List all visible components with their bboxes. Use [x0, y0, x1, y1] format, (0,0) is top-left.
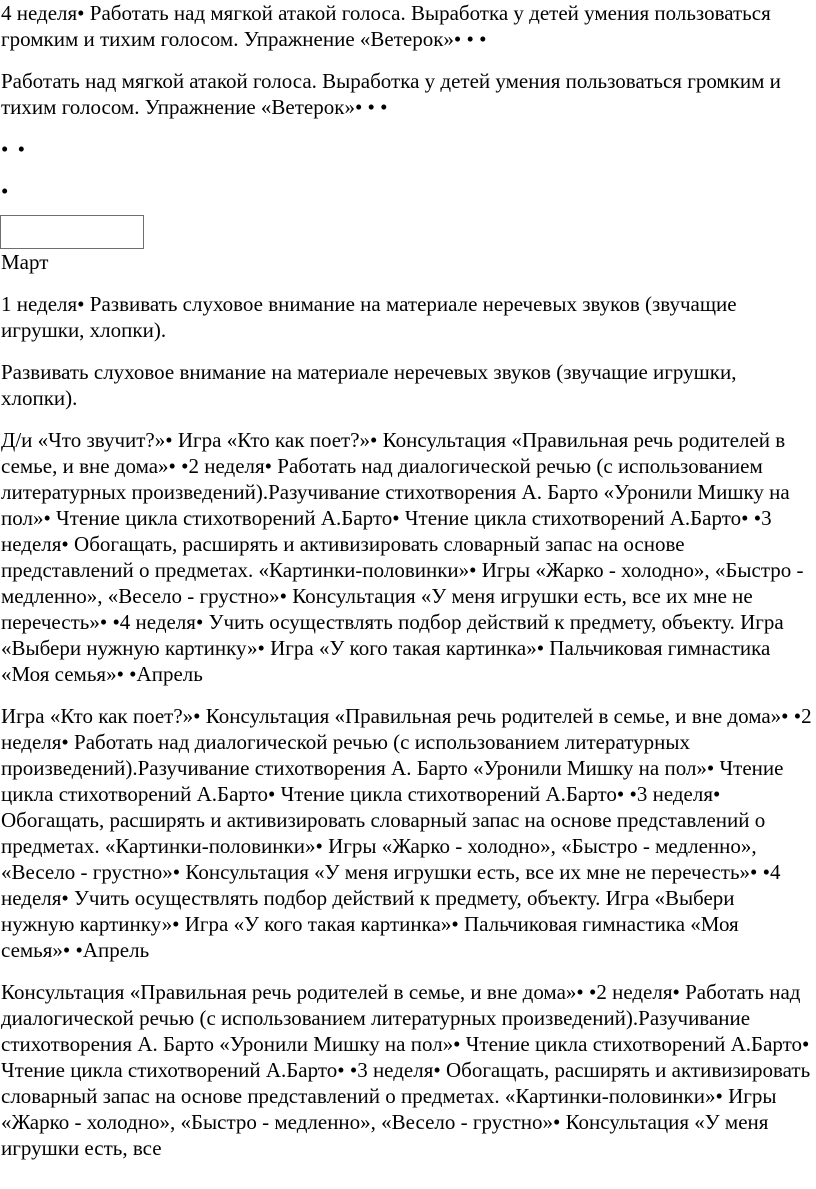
paragraph-consultation-block: Консультация «Правильная речь родителей в семье, и вне дома»• •2 неделя• Работать над диалогической речью (с использованием литературных произведений).Разучивание стихотворения А. Барто «Уронили Мишку на пол»• Чтение цикла стихотворений А.Барто• Чтение цикла стихотворений А.Барто• •3 неделя• Обогащать, расширять и активизировать словарный запас на основе представлений о предметах. «Картинки-половинки»• Игры «Жарко - холодно», «Быстро - медленно», «Весело - грустно»• Консультация «У меня игрушки есть, все: [1, 980, 811, 1160]
empty-table-cell: [0, 215, 144, 249]
paragraph-week1-march: 1 неделя• Развивать слуховое внимание на материале неречевых звуков (звучащие игрушки, хлопки).: [1, 292, 737, 342]
paragraph-bullet-single: •: [1, 179, 11, 203]
paragraph-week4-intro: 4 неделя• Работать над мягкой атакой голоса. Выработка у детей умения пользоваться громким и тихим голосом. Упражнение «Ветерок»• • •: [1, 1, 771, 51]
paragraph-auditory-attention: Развивать слуховое внимание на материале неречевых звуков (звучащие игрушки, хлопки).: [1, 360, 737, 410]
paragraph-soft-voice-attack: Работать над мягкой атакой голоса. Выработка у детей умения пользоваться громким и тихим голосом. Упражнение «Ветерок»• • •: [1, 69, 781, 119]
month-heading-march: Март: [1, 250, 49, 274]
paragraph-games-block-1: Д/и «Что звучит?»• Игра «Кто как поет?»• Консультация «Правильная речь родителей в семье, и вне дома»• •2 неделя• Работать над диалогической речью (с использованием литературных произведений).Разучивание стихотворения А. Барто «Уронили Мишку на пол»• Чтение цикла стихотворений А.Барто• Чтение цикла стихотворений А.Барто• •3 неделя• Обогащать, расширять и активизировать словарный запас на основе представлений о предметах. «Картинки-половинки»• Игры «Жарко - холодно», «Быстро - медленно», «Весело - грустно»• Консультация «У меня игрушки есть, все их мне не перечесть»• •4 неделя• Учить осуществлять подбор действий к предмету, объекту. Игра «Выбери нужную картинку»• Игра «У кого такая картинка»• Пальчиковая гимнастика «Моя семья»• •Апрель: [1, 428, 804, 686]
paragraph-games-block-2: Игра «Кто как поет?»• Консультация «Правильная речь родителей в семье, и вне дома»• •2 неделя• Работать над диалогической речью (с использованием литературных произведений).Разучивание стихотворения А. Барто «Уронили Мишку на пол»• Чтение цикла стихотворений А.Барто• Чтение цикла стихотворений А.Барто• •3 неделя• Обогащать, расширять и активизировать словарный запас на основе представлений о предметах. «Картинки-половинки»• Игры «Жарко - холодно», «Быстро - медленно», «Весело - грустно»• Консультация «У меня игрушки есть, все их мне не перечесть»• •4 неделя• Учить осуществлять подбор действий к предмету, объекту. Игра «Выбери нужную картинку»• Игра «У кого такая картинка»• Пальчиковая гимнастика «Моя семья»• •Апрель: [1, 704, 812, 962]
paragraph-bullets-double: • •: [1, 137, 27, 161]
